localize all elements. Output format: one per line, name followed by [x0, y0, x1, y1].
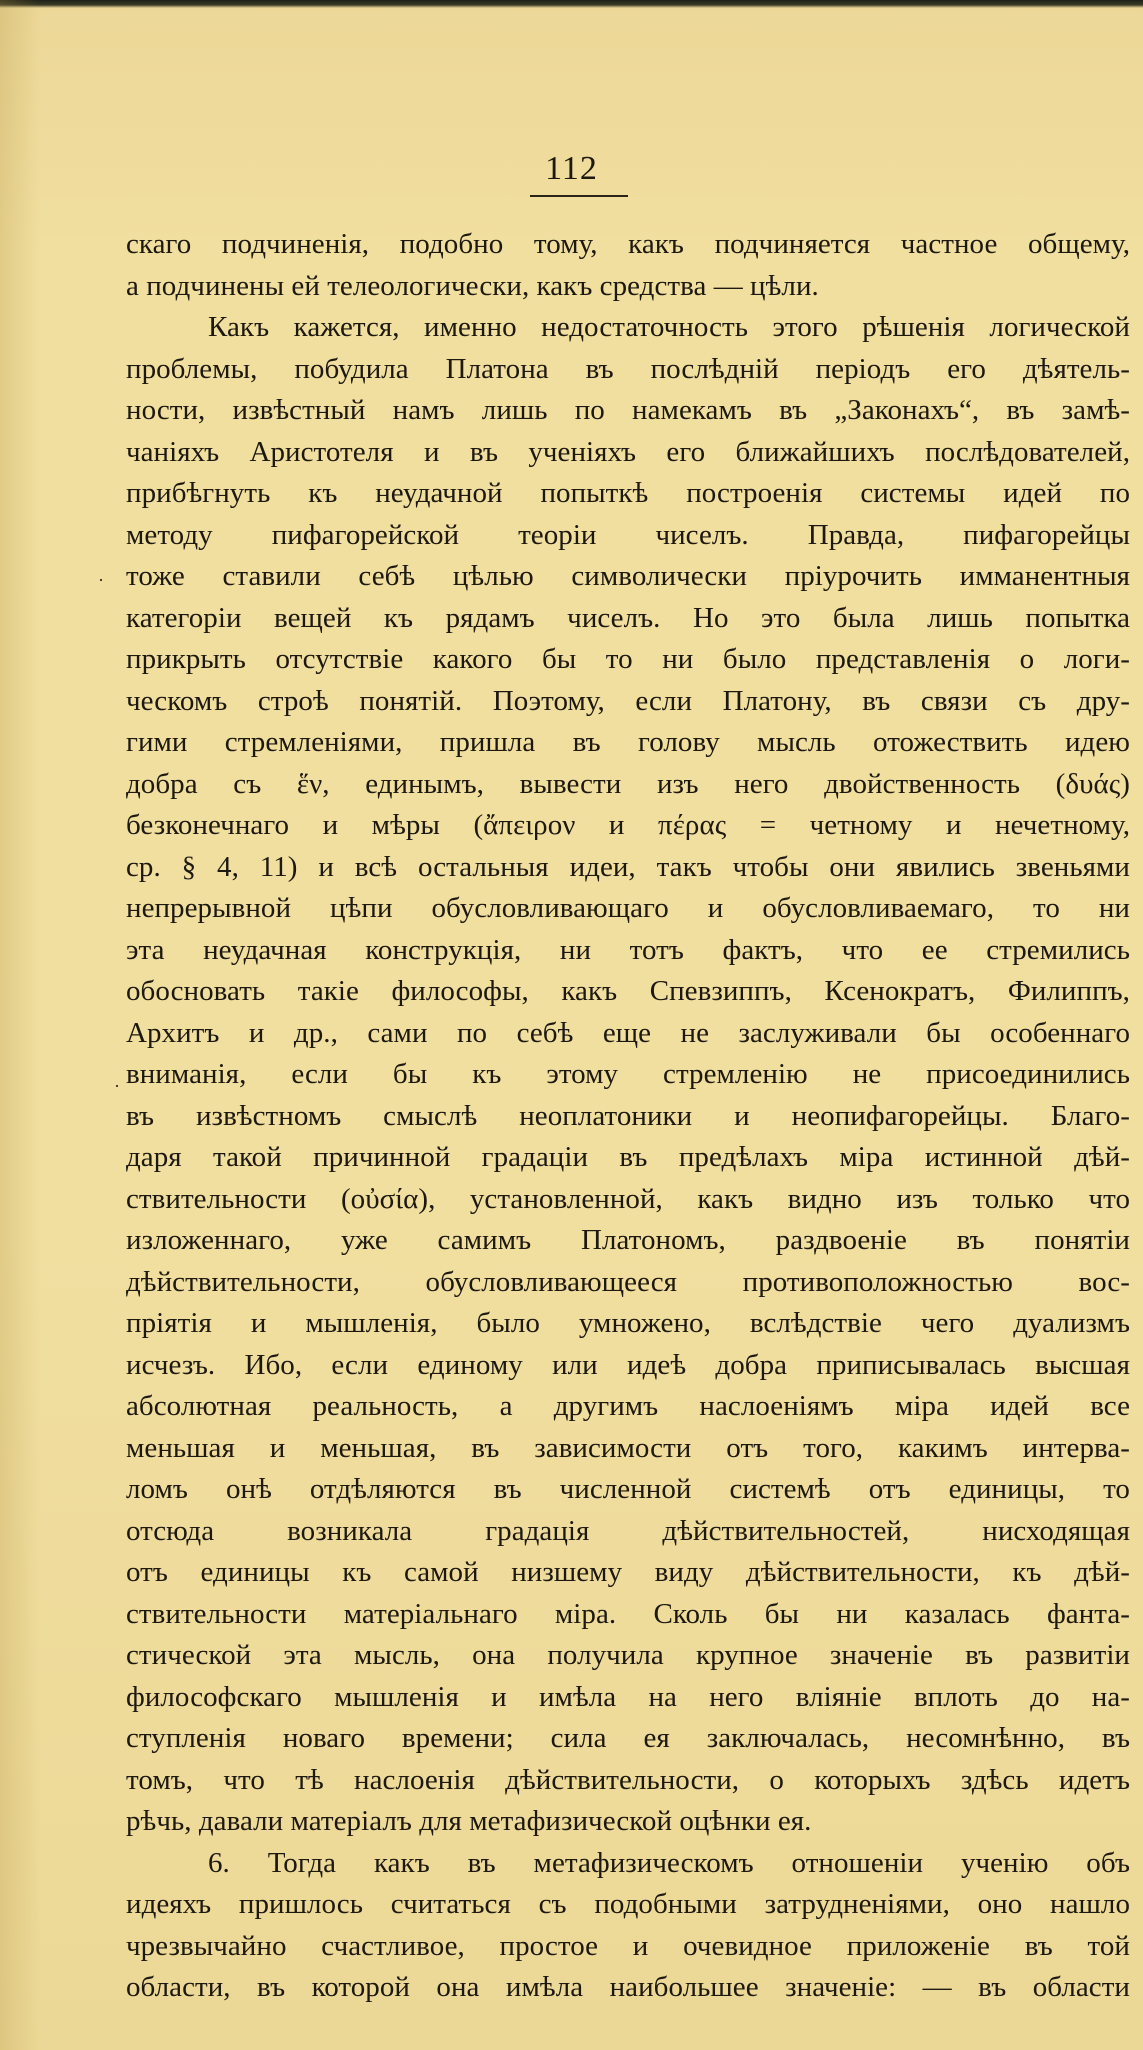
text-line: ности, извѣстный намъ лишь по намекамъ въ „Законахъ“, въ замѣ-	[126, 394, 1130, 426]
text-line: ствительности матеріальнаго міра. Сколь бы ни казалась фанта-	[126, 1597, 1130, 1630]
text-line: томъ, что тѣ наслоенія дѣйствительности, о которыхъ здѣсь идетъ	[126, 1763, 1130, 1796]
text-line: пріятія и мышленія, было умножено, вслѣдствіе чего дуализмъ	[126, 1307, 1130, 1339]
text-line: 6. Тогда какъ въ метафизическомъ отношеніи ученію объ	[208, 1846, 1130, 1879]
text-line: Архитъ и др., сами по себѣ еще не заслуживали бы особеннаго	[126, 1016, 1130, 1049]
text-line: тоже ставили себѣ цѣлью символически пріурочить имманентныя	[126, 560, 1130, 592]
text-line: меньшая и меньшая, въ зависимости отъ того, какимъ интерва-	[126, 1431, 1130, 1464]
page-number-rule	[530, 195, 628, 197]
text-line: даря такой причинной градаціи въ предѣлахъ міра истинной дѣй-	[126, 1141, 1130, 1173]
margin-speck: ·	[98, 570, 104, 590]
text-line: гими стремленіями, пришла въ голову мысль отожествить идею	[126, 726, 1130, 758]
text-line: проблемы, побудила Платона въ послѣдній періодъ его дѣятель-	[126, 352, 1130, 385]
text-line: рѣчь, давали матеріалъ для метафизической оцѣнки ея.	[126, 1805, 812, 1837]
text-line: области, въ которой она имѣла наибольшее значеніе: — въ области	[126, 1971, 1130, 2003]
text-line: стической эта мысль, она получила крупное значеніе въ развитіи	[126, 1639, 1130, 1671]
page-gutter-shadow	[0, 0, 40, 2050]
text-line: добра съ ἕν, единымъ, вывести изъ него двойственность (δυάς)	[126, 767, 1130, 800]
body-text	[126, 224, 1130, 2009]
text-line: изложеннаго, уже самимъ Платономъ, раздвоеніе въ понятіи	[126, 1224, 1130, 1256]
text-line: безконечнаго и мѣры (ἄπειρον и πέρας = четному и нечетному,	[126, 809, 1130, 841]
text-line: методу пифагорейской теоріи чиселъ. Правда, пифагорейцы	[126, 518, 1130, 551]
text-line: эта неудачная конструкція, ни тотъ фактъ, что ее стремились	[126, 933, 1130, 966]
text-line: ческомъ строѣ понятій. Поэтому, если Платону, въ связи съ дру-	[126, 684, 1130, 717]
text-line: а подчинены ей телеологически, какъ средства — цѣли.	[126, 269, 819, 302]
text-line: категоріи вещей къ рядамъ чиселъ. Но это была лишь попытка	[126, 601, 1130, 634]
text-line: ср. § 4, 11) и всѣ остальныя идеи, такъ чтобы они явились звеньями	[126, 850, 1130, 883]
text-line: дѣйствительности, обусловливающееся противоположностью вос-	[126, 1265, 1130, 1298]
margin-speck: ·	[114, 1076, 120, 1096]
text-line: философскаго мышленія и имѣла на него вліяніе вплоть до на-	[126, 1680, 1130, 1713]
text-line: отсюда возникала градація дѣйствительностей, нисходящая	[126, 1514, 1130, 1547]
text-line: вниманія, если бы къ этому стремленію не присоединились	[126, 1058, 1130, 1090]
text-line: отъ единицы къ самой низшему виду дѣйствительности, къ дѣй-	[126, 1556, 1130, 1588]
text-line: абсолютная реальность, а другимъ наслоеніямъ міра идей все	[126, 1390, 1130, 1422]
text-line: прикрыть отсутствіе какого бы то ни было представленія о логи-	[126, 643, 1130, 675]
text-line: непрерывной цѣпи обусловливающаго и обусловливаемаго, то ни	[126, 892, 1130, 924]
text-line: обосновать такіе философы, какъ Спевзиппъ, Ксенократъ, Филиппъ,	[126, 975, 1130, 1007]
text-line: въ извѣстномъ смыслѣ неоплатоники и неопифагорейцы. Благо-	[126, 1099, 1130, 1132]
text-line: идеяхъ пришлось считаться съ подобными затрудненіями, оно нашло	[126, 1888, 1130, 1920]
page-top-edge	[0, 0, 1143, 8]
text-line: прибѣгнуть къ неудачной попыткѣ построенія системы идей по	[126, 477, 1130, 509]
text-line: скаго подчиненія, подобно тому, какъ подчиняется частное общему,	[126, 228, 1130, 260]
text-line: исчезъ. Ибо, если единому или идеѣ добра приписывалась высшая	[126, 1348, 1130, 1381]
text-line: ствительности (οὐσία), установленной, какъ видно изъ только что	[126, 1182, 1130, 1215]
text-line: ломъ онѣ отдѣляются въ численной системѣ отъ единицы, то	[126, 1473, 1130, 1505]
text-line: ступленія новаго времени; сила ея заключалась, несомнѣнно, въ	[126, 1722, 1130, 1754]
text-line: чаніяхъ Аристотеля и въ ученіяхъ его ближайшихъ послѣдователей,	[126, 435, 1130, 468]
text-line: Какъ кажется, именно недостаточность этого рѣшенія логической	[208, 311, 1130, 343]
page-number: 112	[545, 150, 598, 187]
text-line: чрезвычайно счастливое, простое и очевидное приложеніе въ той	[126, 1929, 1130, 1962]
